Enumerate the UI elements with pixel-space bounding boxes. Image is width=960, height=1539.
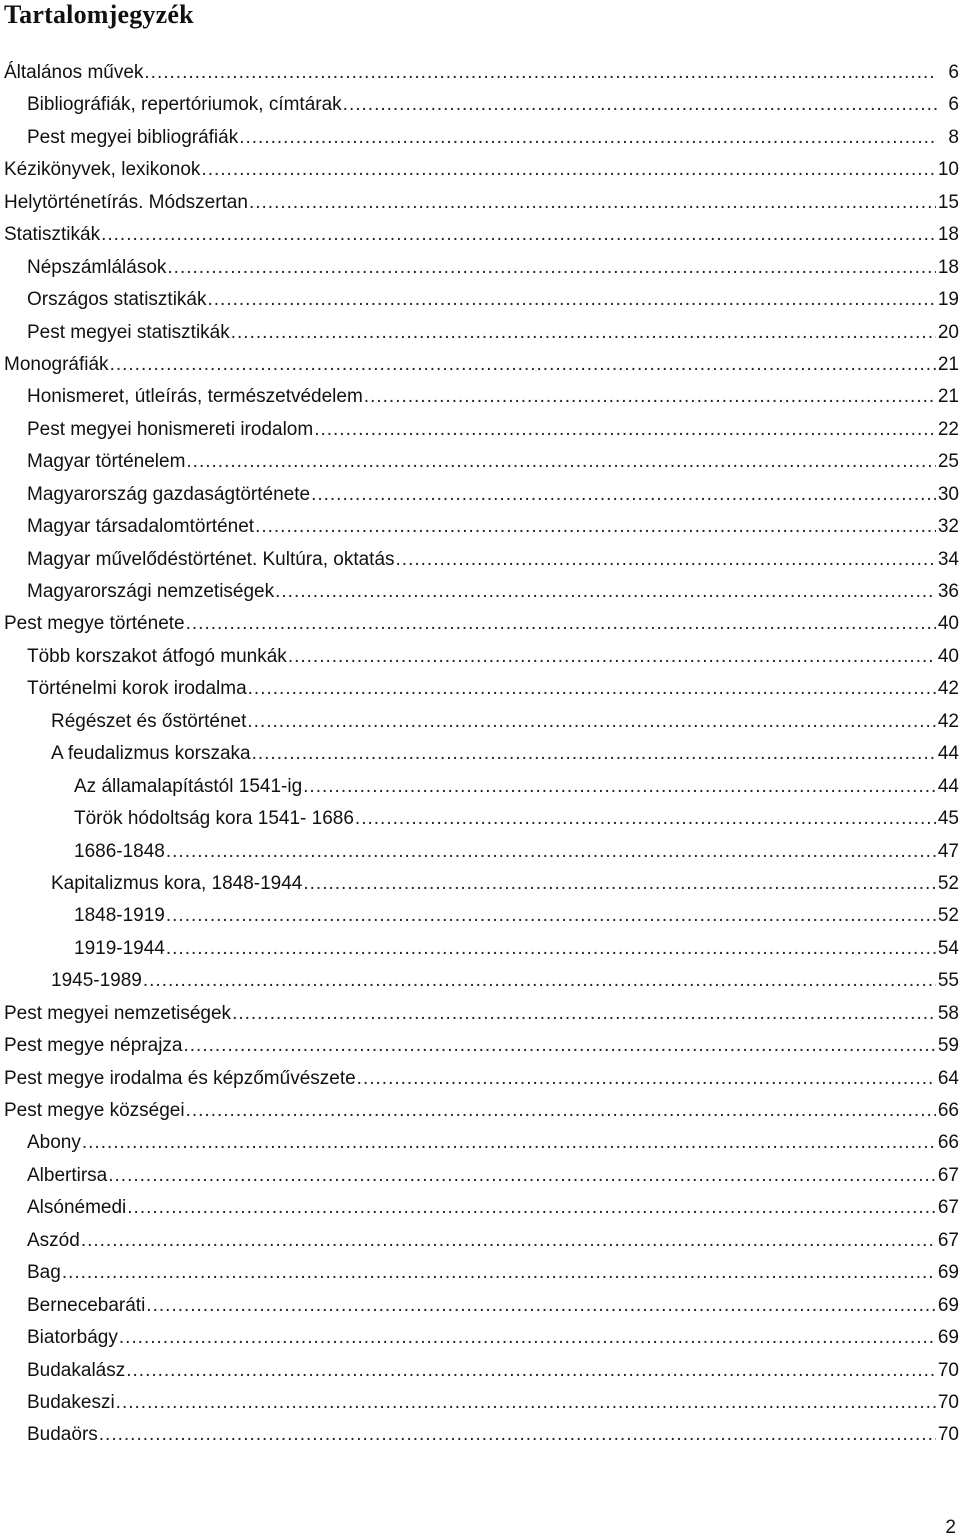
toc-entry-page: 70 (937, 1359, 959, 1381)
toc-entry[interactable] (4, 1063, 959, 1095)
toc-dot-leader (255, 511, 936, 543)
toc-dot-leader (81, 1225, 936, 1257)
toc-entry-label: Alsónémedi (27, 1197, 127, 1219)
toc-dot-leader (62, 1257, 936, 1289)
toc-entry[interactable] (4, 673, 959, 705)
toc-entry[interactable] (4, 1192, 959, 1224)
toc-entry[interactable] (4, 933, 959, 965)
toc-entry[interactable] (4, 998, 959, 1030)
toc-entry[interactable] (4, 1095, 959, 1127)
toc-entry[interactable] (4, 1355, 959, 1387)
toc-entry-page: 20 (937, 321, 959, 343)
toc-entry[interactable] (4, 187, 959, 219)
toc-entry[interactable] (4, 576, 959, 608)
toc-entry[interactable] (4, 317, 959, 349)
toc-dot-leader (314, 414, 936, 446)
toc-entry[interactable] (4, 252, 959, 284)
toc-entry-page: 22 (937, 418, 959, 440)
toc-entry-label: Pest megyei honismereti irodalom (27, 418, 314, 440)
toc-dot-leader (311, 479, 936, 511)
toc-entry-label: 1945-1989 (51, 970, 142, 992)
toc-dot-leader (232, 998, 936, 1030)
toc-entry-label: Az államalapítástól 1541-ig (74, 775, 303, 797)
toc-entry-page: 19 (937, 289, 959, 311)
toc-entry-page: 45 (937, 808, 959, 830)
toc-entry[interactable] (4, 89, 959, 121)
toc-entry-label: Magyarország gazdaságtörténete (27, 483, 311, 505)
toc-entry-page: 44 (937, 743, 959, 765)
toc-entry-page: 18 (937, 256, 959, 278)
toc-entry-page: 66 (937, 1132, 959, 1154)
toc-entry[interactable] (4, 511, 959, 543)
toc-entry[interactable] (4, 868, 959, 900)
toc-entry-label: Helytörténetírás. Módszertan (4, 191, 248, 213)
toc-dot-leader (201, 154, 935, 186)
toc-entry-label: Albertirsa (27, 1164, 108, 1186)
toc-dot-leader (110, 349, 936, 381)
toc-dot-leader (275, 576, 936, 608)
toc-entry[interactable] (4, 1225, 959, 1257)
toc-entry-page: 59 (937, 1035, 959, 1057)
toc-dot-leader (303, 771, 936, 803)
toc-entry-page: 6 (948, 94, 959, 116)
toc-entry-page: 67 (937, 1197, 959, 1219)
toc-dot-leader (186, 608, 936, 640)
toc-entry-page: 44 (937, 775, 959, 797)
toc-entry-page: 21 (937, 353, 959, 375)
toc-entry[interactable] (4, 57, 959, 89)
toc-entry-label: Népszámlálások (27, 256, 167, 278)
toc-dot-leader (166, 836, 936, 868)
toc-entry-page: 42 (937, 710, 959, 732)
toc-entry-page: 70 (937, 1391, 959, 1413)
toc-entry[interactable] (4, 608, 959, 640)
toc-entry[interactable] (4, 1160, 959, 1192)
toc-entry-label: Magyar történelem (27, 451, 186, 473)
toc-dot-leader (186, 446, 935, 478)
toc-dot-leader (288, 641, 936, 673)
toc-entry-label: Több korszakot átfogó munkák (27, 645, 287, 667)
toc-entry[interactable] (4, 1387, 959, 1419)
toc-entry-page: 67 (937, 1229, 959, 1251)
toc-dot-leader (166, 933, 936, 965)
toc-entry-page: 58 (937, 1002, 959, 1024)
toc-entry-page: 54 (937, 937, 959, 959)
toc-entry-page: 55 (937, 970, 959, 992)
toc-entry[interactable] (4, 900, 959, 932)
toc-entry-label: Bag (27, 1262, 61, 1284)
toc-entry[interactable] (4, 349, 959, 381)
toc-entry[interactable] (4, 1322, 959, 1354)
toc-entry-page: 47 (937, 840, 959, 862)
toc-entry-page: 67 (937, 1164, 959, 1186)
toc-entry-label: Kézikönyvek, lexikonok (4, 159, 201, 181)
toc-entry-label: Aszód (27, 1229, 80, 1251)
toc-entry-label: Török hódoltság kora 1541- 1686 (74, 808, 354, 830)
toc-entry-page: 64 (937, 1067, 959, 1089)
toc-entry[interactable] (4, 738, 959, 770)
toc-entry-label: Kapitalizmus kora, 1848-1944 (51, 872, 303, 894)
toc-entry[interactable] (4, 479, 959, 511)
toc-entry-label: Budaörs (27, 1424, 98, 1446)
toc-entry-page: 30 (937, 483, 959, 505)
toc-dot-leader (167, 252, 935, 284)
toc-entry-page: 69 (937, 1262, 959, 1284)
toc-dot-leader (144, 57, 937, 89)
toc-dot-leader (248, 673, 936, 705)
toc-dot-leader (396, 544, 936, 576)
toc-entry-label: Pest megyei statisztikák (27, 321, 230, 343)
toc-dot-leader (186, 1095, 936, 1127)
toc-entry-label: Pest megye története (4, 613, 185, 635)
toc-entry-page: 69 (937, 1294, 959, 1316)
toc-dot-leader (108, 1160, 936, 1192)
toc-entry[interactable] (4, 1419, 959, 1451)
table-of-contents (4, 57, 959, 1452)
toc-entry-label: Bibliográfiák, repertóriumok, címtárak (27, 94, 342, 116)
toc-entry-page: 40 (937, 645, 959, 667)
toc-dot-leader (239, 122, 937, 154)
page-title: Tartalomjegyzék (4, 0, 194, 29)
toc-dot-leader (82, 1127, 936, 1159)
toc-entry[interactable] (4, 381, 959, 413)
toc-entry-page: 69 (937, 1327, 959, 1349)
toc-dot-leader (247, 706, 935, 738)
toc-entry[interactable] (4, 706, 959, 738)
toc-entry-label: Magyarországi nemzetiségek (27, 581, 275, 602)
toc-entry[interactable] (4, 965, 959, 997)
toc-entry-page: 70 (937, 1424, 959, 1446)
toc-entry[interactable] (4, 836, 959, 868)
toc-dot-leader (127, 1192, 936, 1224)
toc-entry-label: Pest megyei nemzetiségek (4, 1002, 232, 1024)
toc-dot-leader (146, 1290, 936, 1322)
toc-entry-label: Budakeszi (27, 1391, 115, 1413)
toc-entry-label: Pest megye néprajza (4, 1035, 183, 1057)
toc-entry-label: Történelmi korok irodalma (27, 678, 247, 700)
toc-entry[interactable] (4, 1290, 959, 1322)
toc-entry-page: 52 (937, 905, 959, 927)
toc-entry[interactable] (4, 1127, 959, 1159)
toc-dot-leader (343, 89, 937, 121)
toc-dot-leader (99, 1419, 936, 1451)
toc-entry-page: 42 (937, 678, 959, 700)
toc-entry-label: Biatorbágy (27, 1327, 118, 1349)
toc-dot-leader (357, 1063, 936, 1095)
toc-entry[interactable] (4, 1030, 959, 1062)
toc-entry-page: 8 (948, 126, 959, 148)
toc-entry-label: Pest megye községei (4, 1100, 185, 1121)
toc-entry-label: Budakalász (27, 1359, 126, 1381)
toc-dot-leader (303, 868, 935, 900)
toc-entry[interactable] (4, 771, 959, 803)
toc-entry-label: 1848-1919 (74, 905, 165, 927)
toc-entry-label: Általános művek (4, 62, 144, 83)
toc-entry[interactable] (4, 414, 959, 446)
toc-entry-page: 21 (937, 386, 959, 408)
toc-entry-page: 15 (937, 191, 959, 213)
toc-dot-leader (231, 317, 936, 349)
toc-dot-leader (143, 965, 936, 997)
toc-dot-leader (249, 187, 936, 219)
toc-entry-page: 10 (937, 159, 959, 181)
toc-entry-label: Monográfiák (4, 353, 109, 375)
toc-entry-page: 66 (937, 1100, 959, 1121)
toc-entry[interactable] (4, 544, 959, 576)
toc-entry-label: Pest megyei bibliográfiák (27, 126, 239, 148)
toc-dot-leader (116, 1387, 936, 1419)
toc-dot-leader (101, 219, 936, 251)
toc-entry-label: Magyar társadalomtörténet (27, 516, 255, 538)
toc-dot-leader (208, 284, 936, 316)
page-number: 2 (945, 1517, 956, 1538)
toc-entry-label: Pest megye irodalma és képzőművészete (4, 1067, 356, 1089)
toc-dot-leader (119, 1322, 936, 1354)
toc-entry-label: Magyar művelődéstörténet. Kultúra, oktatás (27, 548, 395, 570)
toc-entry-page: 34 (937, 548, 959, 570)
toc-entry-label: Régészet és őstörténet (51, 710, 247, 732)
toc-entry-page: 18 (937, 224, 959, 246)
toc-entry-label: A feudalizmus korszaka (51, 743, 251, 765)
toc-entry[interactable] (4, 284, 959, 316)
toc-entry[interactable] (4, 446, 959, 478)
toc-entry-page: 40 (937, 613, 959, 635)
toc-dot-leader (184, 1030, 936, 1062)
toc-entry-page: 25 (937, 451, 959, 473)
toc-dot-leader (166, 900, 936, 932)
toc-entry[interactable] (4, 154, 959, 186)
toc-entry-page: 32 (937, 516, 959, 538)
toc-entry[interactable] (4, 122, 959, 154)
toc-entry-label: Bernecebaráti (27, 1294, 146, 1316)
toc-entry[interactable] (4, 641, 959, 673)
toc-entry-label: Statisztikák (4, 224, 101, 246)
toc-entry-page: 6 (948, 62, 959, 83)
toc-entry-label: 1919-1944 (74, 937, 165, 959)
toc-entry-label: 1686-1848 (74, 840, 165, 862)
toc-entry-label: Országos statisztikák (27, 289, 207, 311)
toc-entry-page: 52 (937, 872, 959, 894)
toc-entry-label: Honismeret, útleírás, természetvédelem (27, 386, 363, 408)
toc-entry-label: Abony (27, 1132, 81, 1154)
toc-entry[interactable] (4, 219, 959, 251)
toc-dot-leader (364, 381, 936, 413)
toc-dot-leader (126, 1355, 936, 1387)
toc-dot-leader (252, 738, 936, 770)
toc-dot-leader (355, 803, 936, 835)
toc-entry[interactable] (4, 1257, 959, 1289)
toc-entry-page: 36 (937, 581, 959, 602)
toc-entry[interactable] (4, 803, 959, 835)
